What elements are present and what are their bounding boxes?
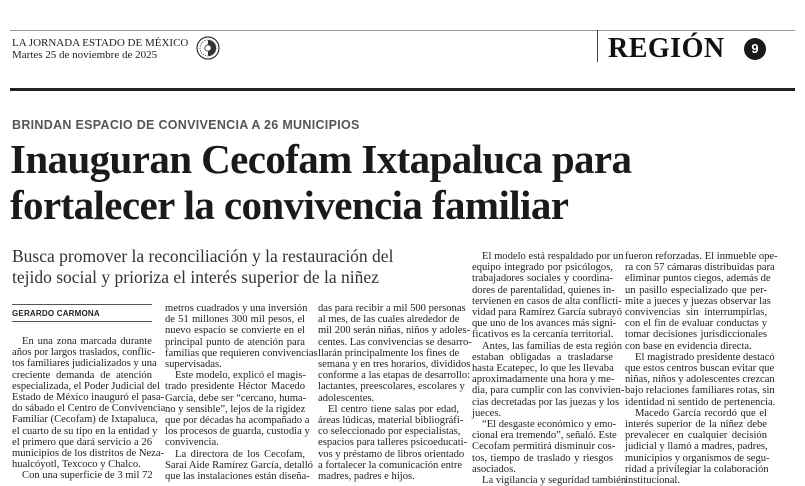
body-line: co seleccionado por especialistas,	[318, 426, 461, 438]
body-line: madres, padres e hijos.	[318, 471, 415, 483]
body-line: años por largos traslados, conflic-	[12, 347, 156, 359]
headline-line: Inauguran Cecofam Ixtapaluca para	[10, 136, 632, 182]
body-line: Cecofam permitirá disminuir cos-	[472, 441, 616, 453]
body-line: Estado de México inauguró el pasa-	[12, 392, 165, 404]
body-line: La vigilancia y seguridad también	[482, 475, 627, 486]
body-line: Antes, las familias de esta región	[482, 340, 623, 352]
body-line: adolescentes.	[318, 392, 375, 404]
body-line: tos familiares judicializados y una	[12, 358, 157, 370]
body-line: aproximadamente una hora y me-	[472, 374, 615, 386]
body-line: convivencia.	[165, 437, 219, 449]
article-headline	[10, 136, 800, 228]
body-line: fueron reforzadas. El inmueble ope-	[625, 251, 778, 262]
body-line: municipios y organismos de segu-	[625, 452, 770, 464]
body-line: principal punto de atención para	[165, 336, 305, 348]
body-line: judicial y llamó a madres, padres,	[625, 441, 768, 453]
sun-logo-icon	[195, 35, 221, 61]
body-line: áreas lúdicas, material bibliográfi-	[318, 415, 464, 427]
body-line: no y sensible”, lejos de la rigidez	[165, 403, 306, 415]
body-line: que las instalaciones están diseña-	[165, 471, 310, 483]
publication-name: LA JORNADA ESTADO DE MÉXICO	[12, 37, 189, 49]
body-line: El centro tiene salas por edad,	[328, 403, 459, 415]
body-line: institucional.	[625, 475, 681, 486]
body-line: ra con 57 cámaras distribuidas para	[625, 262, 775, 274]
body-line: especializada, el Poder Judicial del	[12, 380, 160, 392]
body-line: conforme a las etapas de desarrollo:	[318, 370, 471, 382]
body-column-5	[625, 251, 778, 486]
body-line: a fortalecer la comunicación entre	[318, 459, 463, 471]
body-line: creciente demanda de atención	[12, 369, 152, 381]
body-line: de 51 millones 300 mil pesos, el	[165, 314, 305, 326]
deck-line: Busca promover la reconciliación y la restauración del	[12, 246, 394, 266]
body-line: bajo relaciones familiares rotas, sin	[625, 385, 775, 397]
body-line: mil 200 serán niñas, niños y adoles-	[318, 325, 471, 337]
body-column-2	[165, 303, 318, 483]
body-line: ficativos es la cercanía territorial.	[472, 329, 614, 341]
body-line: vos y préstamo de libros orientado	[318, 448, 465, 460]
body-line: cional era tremendo”, señaló. Este	[472, 430, 617, 442]
body-line: asociados.	[472, 463, 516, 475]
section-title: REGIÓN	[608, 33, 725, 64]
body-line: Macedo García recordó que el	[635, 407, 767, 419]
body-line: eliminar puntos ciegos, además de	[625, 273, 771, 285]
article-byline: GERARDO CARMONA	[12, 309, 100, 318]
article-deck	[12, 246, 462, 288]
body-column-4	[472, 251, 627, 486]
body-line: dores de parentalidad, quienes in-	[472, 284, 615, 296]
body-line: jueces.	[472, 407, 502, 419]
body-line: El modelo está respaldado por un	[482, 251, 624, 262]
body-line: espacios para talleres psicoeducati-	[318, 437, 468, 449]
body-line: hasta Ecatepec, lo que les llevaba	[472, 363, 614, 375]
header-bottom-rule	[10, 88, 795, 91]
body-line: metros cuadrados y una inversión	[165, 303, 308, 314]
page-number-badge: 9	[744, 38, 766, 60]
body-line: los procesos de guarda, custodia y	[165, 426, 310, 438]
body-line: estaban obligadas a trasladarse	[472, 351, 613, 363]
body-column-1	[12, 336, 166, 482]
body-line: interés superior de la niñez debe	[625, 419, 767, 431]
body-line: con el fin de evaluar conductas y	[625, 318, 767, 330]
body-line: cias decretadas por las juezas y los	[472, 396, 620, 408]
body-line: que por décadas ha acompañado a	[165, 415, 310, 427]
body-line: hualcóyotl, Texcoco y Chalco.	[12, 459, 141, 471]
body-line: En una zona marcada durante	[22, 336, 152, 347]
body-line: prevalecer en cualquier decisión	[625, 430, 767, 442]
body-line: equipo integrado por psicólogos,	[472, 262, 613, 274]
body-line: centes. Las convivencias se desarro-	[318, 336, 472, 348]
publication-date: Martes 25 de noviembre de 2025	[12, 49, 158, 61]
body-line: El magistrado presidente destacó	[635, 351, 775, 363]
masthead	[12, 37, 188, 61]
byline-bottom-rule	[12, 321, 152, 322]
body-line: al mes, de las cuales alrededor de	[318, 314, 460, 326]
body-line: semana y en tres horarios, divididos	[318, 359, 471, 371]
body-line: García, debe ser “cercano, huma-	[165, 392, 307, 404]
body-line: vidad para Ramírez García subrayó	[472, 307, 623, 319]
body-column-3	[318, 303, 472, 483]
byline-top-rule	[12, 304, 152, 305]
body-line: con base en evidencia directa.	[625, 340, 752, 352]
body-line: “El desgaste económico y emo-	[482, 419, 617, 431]
body-line: un pasillo especializado que per-	[625, 284, 767, 296]
article-kicker: BRINDAN ESPACIO DE CONVIVENCIA A 26 MUNICIPIOS	[12, 118, 360, 132]
body-line: Familiar (Cecofam) de Ixtapaluca,	[12, 414, 158, 426]
body-line: das para recibir a mil 500 personas	[318, 303, 466, 314]
body-line: trabajadores sociales y coordina-	[472, 273, 613, 285]
body-line: convivencias sin interrumpirlas,	[625, 307, 767, 319]
body-line: mite a jueces y juezas observar las	[625, 295, 771, 307]
body-line: el cuarto de su tipo en la entidad y	[12, 425, 158, 437]
body-line: identidad ni sentido de pertenencia.	[625, 396, 776, 408]
body-line: niñas, niños y adolescentes crezcan	[625, 374, 775, 386]
body-line: tervienen en casos de alta conflicti-	[472, 295, 622, 307]
body-line: Este modelo, explicó el magis-	[175, 370, 306, 382]
body-line: tomar decisiones jurisdiccionales	[625, 329, 767, 341]
body-line: ridad a privilegiar la colaboración	[625, 463, 769, 475]
headline-line: fortalecer la convivencia familiar	[10, 182, 569, 228]
body-line: do sábado el Centro de Convivencia	[12, 403, 166, 415]
deck-line: tejido social y prioriza el interés superior de la niñez	[12, 267, 379, 287]
body-line: Saraí Aide Ramírez García, detalló	[165, 459, 313, 471]
body-line: que uno de los avances más signi-	[472, 318, 617, 330]
body-line: Con una superficie de 3 mil 72	[22, 470, 153, 482]
body-line: dia, para cumplir con las convivien-	[472, 385, 625, 397]
body-line: trado presidente Héctor Macedo	[165, 381, 305, 393]
body-line: supervisadas.	[165, 359, 222, 371]
body-line: tos, tiempo de traslado y riesgos	[472, 452, 613, 464]
body-line: La directora de los Cecofam,	[175, 448, 305, 460]
body-line: municipios de los distritos de Neza-	[12, 448, 165, 460]
body-line: familias que requieren convivencias	[165, 347, 318, 359]
body-line: llarán principalmente los fines de	[318, 347, 460, 359]
body-line: el primero que dará servicio a 26	[12, 436, 152, 448]
body-line: nuevo espacio se convierte en el	[165, 325, 305, 337]
body-line: lactantes, preescolares, escolares y	[318, 381, 465, 393]
body-line: que estos centros buscan evitar que	[625, 363, 775, 375]
